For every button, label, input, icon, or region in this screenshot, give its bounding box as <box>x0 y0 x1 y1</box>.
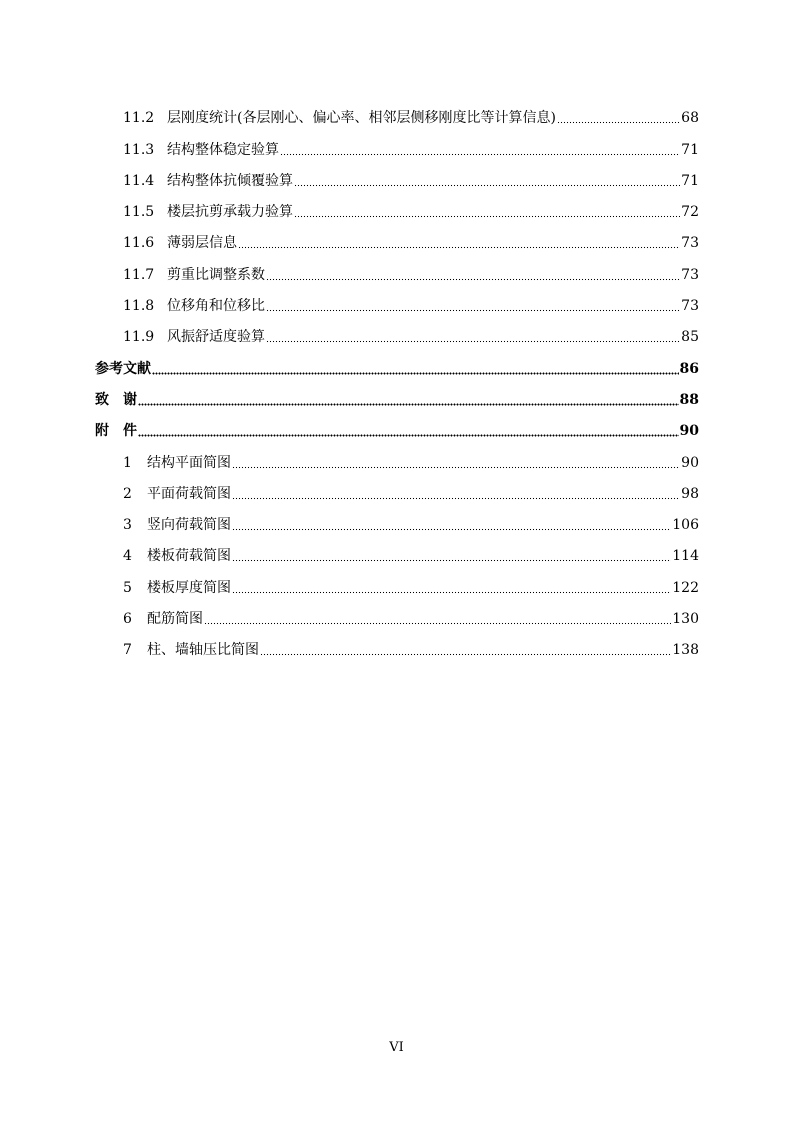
toc-entry-page: 106 <box>672 517 699 534</box>
dot-leader <box>557 120 680 124</box>
toc-entry-number: 4 <box>123 548 132 565</box>
toc-entry-page: 98 <box>681 485 699 502</box>
toc-entry[interactable] <box>95 128 699 159</box>
toc-entry-page: 85 <box>681 329 699 346</box>
toc-entry-page: 138 <box>672 642 699 659</box>
toc-entry-number: 7 <box>123 642 132 659</box>
dot-leader <box>138 433 679 437</box>
page-number: VI <box>389 1040 404 1055</box>
dot-leader <box>294 214 680 218</box>
toc-entry[interactable] <box>95 97 699 128</box>
toc-entry-number: 11.9 <box>123 329 155 346</box>
toc-entry-title: 楼板厚度简图 <box>147 579 231 596</box>
dot-leader <box>232 496 680 500</box>
toc-entry-title: 结构平面简图 <box>147 454 231 471</box>
toc-entry-title: 致 谢 <box>95 391 137 408</box>
toc-entry-page: 73 <box>681 235 699 252</box>
toc-entry[interactable] <box>95 535 699 566</box>
dot-leader <box>266 277 680 281</box>
dot-leader <box>266 308 680 312</box>
toc-entry-page: 71 <box>681 141 699 158</box>
toc-entry-page: 71 <box>681 172 699 189</box>
toc-entry-title: 结构整体稳定验算 <box>167 141 279 158</box>
toc-entry[interactable] <box>95 379 699 410</box>
dot-leader <box>232 558 671 562</box>
toc-entry-page: 72 <box>681 204 699 221</box>
toc-entry[interactable] <box>95 504 699 535</box>
toc-entry[interactable] <box>95 253 699 284</box>
dot-leader <box>138 402 679 406</box>
toc-entry[interactable] <box>95 222 699 253</box>
toc-entry-title: 结构整体抗倾覆验算 <box>167 172 293 189</box>
toc-entry-number: 1 <box>123 454 132 471</box>
toc-entry-title: 平面荷载简图 <box>147 485 231 502</box>
toc-entry-number: 6 <box>123 611 132 628</box>
toc-entry-title: 位移角和位移比 <box>167 298 265 315</box>
toc-entry[interactable] <box>95 598 699 629</box>
toc-entry-page: 130 <box>672 611 699 628</box>
dot-leader <box>266 339 680 343</box>
toc-entry-page: 73 <box>681 266 699 283</box>
dot-leader <box>260 652 671 656</box>
toc-entry-title: 楼板荷载简图 <box>147 548 231 565</box>
toc-entry[interactable] <box>95 191 699 222</box>
toc-entry-title: 楼层抗剪承载力验算 <box>167 204 293 221</box>
toc-entry[interactable] <box>95 629 699 660</box>
toc-entry-title: 配筋简图 <box>147 611 203 628</box>
toc-entry-title: 剪重比调整系数 <box>167 266 265 283</box>
toc-entry-number: 5 <box>123 579 132 596</box>
toc-entry[interactable] <box>95 566 699 597</box>
dot-leader <box>204 621 671 625</box>
toc-entry-page: 86 <box>679 360 699 377</box>
toc-entry-title: 层刚度统计(各层刚心、偏心率、相邻层侧移刚度比等计算信息) <box>167 110 556 127</box>
toc-entry-page: 73 <box>681 298 699 315</box>
dot-leader <box>232 465 680 469</box>
toc-entry[interactable] <box>95 441 699 472</box>
dot-leader <box>294 183 680 187</box>
toc-entry-number: 11.6 <box>123 235 155 252</box>
toc-entry-page: 114 <box>672 548 699 565</box>
toc-entry-page: 68 <box>681 110 699 127</box>
toc-entry-number: 11.8 <box>123 298 155 315</box>
toc-entry[interactable] <box>95 316 699 347</box>
toc-entry-number: 11.4 <box>123 172 155 189</box>
toc-entry-number: 11.2 <box>123 110 155 127</box>
toc-entry[interactable] <box>95 285 699 316</box>
toc-entry-title: 附 件 <box>95 423 137 440</box>
dot-leader <box>232 590 671 594</box>
toc-entry-title: 风振舒适度验算 <box>167 329 265 346</box>
toc-entry[interactable] <box>95 410 699 441</box>
toc-entry-number: 11.7 <box>123 266 155 283</box>
dot-leader <box>152 371 679 375</box>
toc-entry-title: 参考文献 <box>95 360 151 377</box>
toc-entry-page: 90 <box>681 454 699 471</box>
toc-entry-title: 薄弱层信息 <box>167 235 237 252</box>
toc-entry[interactable] <box>95 347 699 378</box>
dot-leader <box>280 152 680 156</box>
toc-entry[interactable] <box>95 160 699 191</box>
toc-entry-page: 90 <box>679 423 699 440</box>
dot-leader <box>232 527 671 531</box>
toc-entry-page: 122 <box>672 579 699 596</box>
dot-leader <box>238 245 680 249</box>
toc-entry-page: 88 <box>679 391 699 408</box>
toc-entry-number: 11.5 <box>123 204 155 221</box>
toc-entry-number: 11.3 <box>123 141 155 158</box>
toc-entry-number: 2 <box>123 485 132 502</box>
toc-entry-title: 竖向荷载简图 <box>147 517 231 534</box>
table-of-contents <box>95 97 699 660</box>
toc-entry-number: 3 <box>123 517 132 534</box>
toc-entry[interactable] <box>95 473 699 504</box>
toc-entry-title: 柱、墙轴压比简图 <box>147 642 259 659</box>
